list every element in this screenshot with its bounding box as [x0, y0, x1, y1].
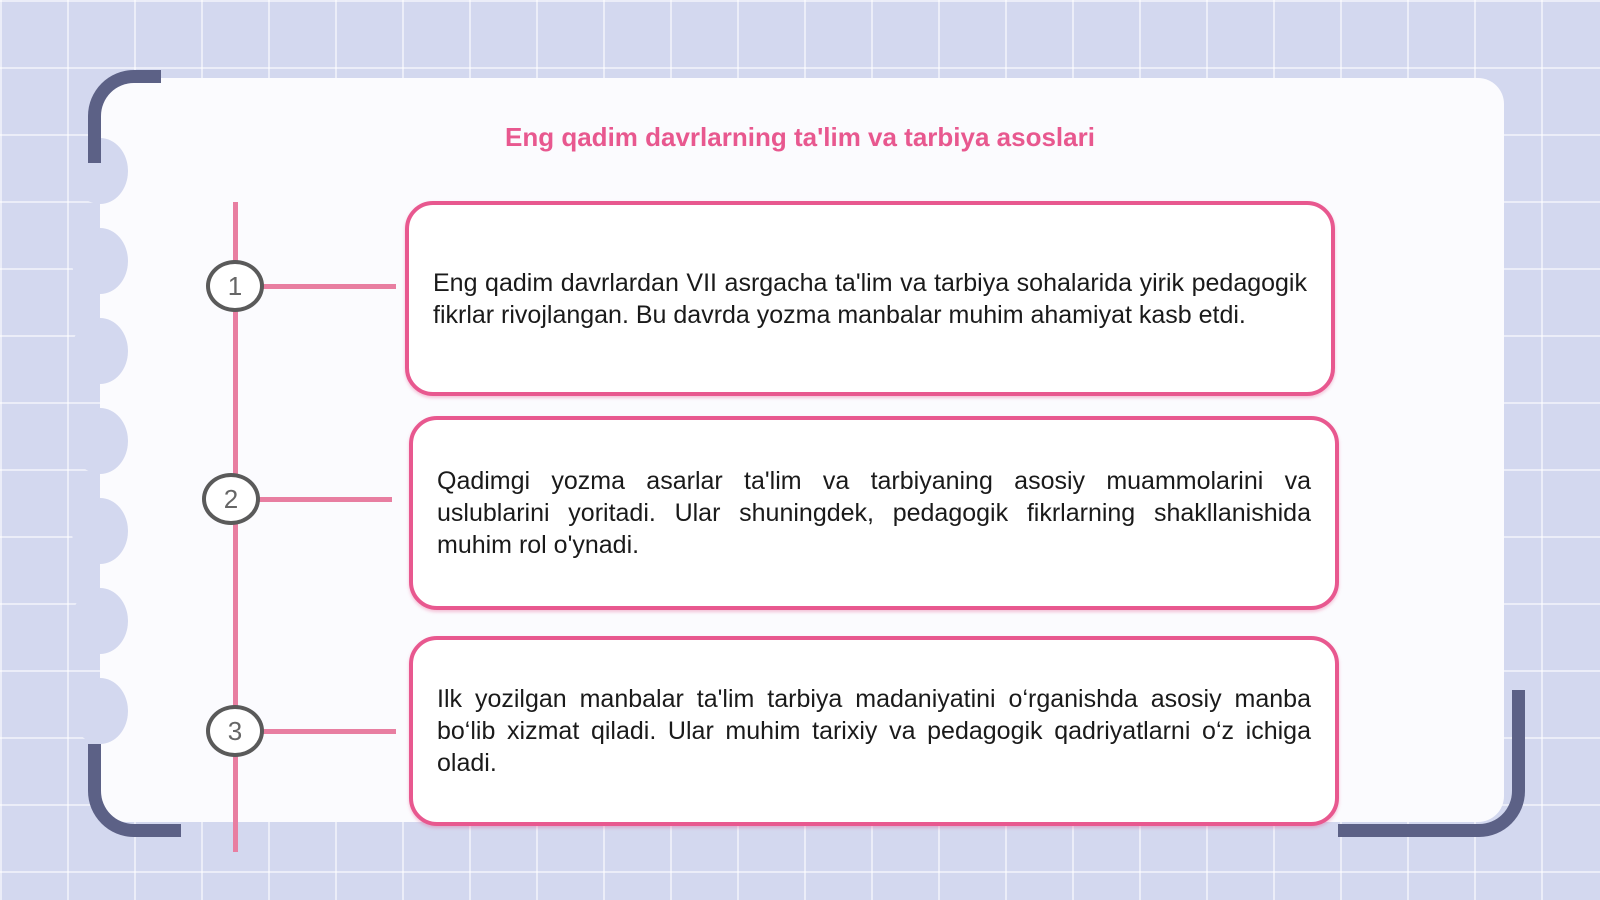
- frame-corner-top-left: [88, 70, 161, 163]
- notebook-notch: [72, 318, 128, 384]
- step-box-3: [409, 636, 1339, 826]
- notebook-notch: [72, 498, 128, 564]
- step-number-3: 3: [206, 705, 264, 757]
- step-text-2: Qadimgi yozma asarlar ta'lim va tarbiyaning asosiy muammolarini va uslublarini yoritadi. Ular shuningdek, pedagogik fikrlarning shakllanishida muhim rol o'ynadi.: [437, 467, 1311, 559]
- notebook-notch: [72, 678, 128, 744]
- step-number-2: 2: [202, 473, 260, 525]
- connector-line-3: [262, 729, 396, 734]
- frame-corner-bottom-left: [88, 744, 181, 837]
- connector-line-2: [258, 497, 392, 502]
- step-text-3: Ilk yozilgan manbalar ta'lim tarbiya madaniyatini o‘rganishda asosiy manba bo‘lib xizmat qiladi. Ular muhim tarixiy va pedagogik qadriyatlarni o‘z ichiga oladi.: [437, 685, 1311, 777]
- notebook-notch: [72, 228, 128, 294]
- step-number-1: 1: [206, 260, 264, 312]
- notebook-notch: [72, 588, 128, 654]
- step-text-1: Eng qadim davrlardan VII asrgacha ta'lim va tarbiya sohalarida yirik pedagogik fikrlar rivojlangan. Bu davrda yozma manbalar muhim ahamiyat kasb etdi.: [433, 268, 1307, 329]
- slide-title: Eng qadim davrlarning ta'lim va tarbiya asoslari: [505, 122, 1095, 152]
- frame-corner-bottom-right: [1338, 690, 1525, 837]
- step-box-2: [409, 416, 1339, 610]
- notebook-notch: [72, 408, 128, 474]
- step-box-1: [405, 201, 1335, 396]
- connector-line-1: [262, 284, 396, 289]
